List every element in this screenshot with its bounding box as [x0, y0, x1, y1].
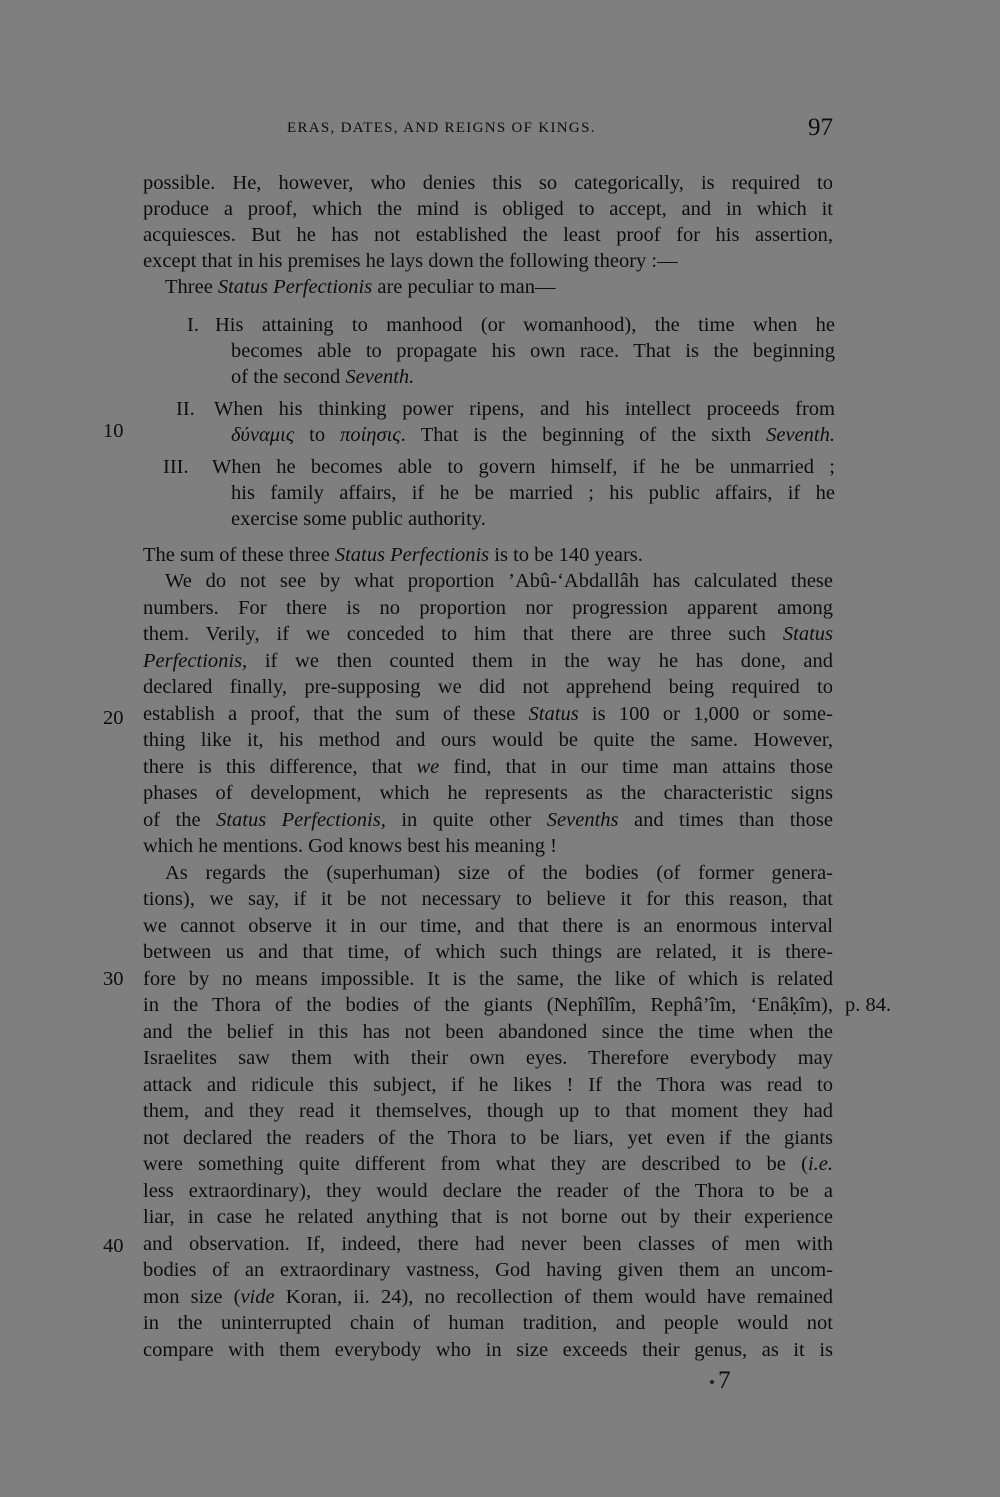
text-line: compare with them everybody who in size exceeds their genus, as it is — [143, 1339, 833, 1361]
enum-number: I. — [187, 314, 199, 336]
text-line: and observation. If, indeed, there had never been classes of men with — [143, 1233, 833, 1255]
text-line: declared finally, pre-supposing we did not apprehend being required to — [143, 676, 833, 698]
text-line: in the Thora of the bodies of the giants (Nephîlîm, Rephâ’îm, ‘Enâḳîm), — [143, 994, 833, 1016]
text-line: exercise some public authority. — [231, 508, 486, 530]
text-line: which he mentions. God knows best his meaning ! — [143, 835, 557, 857]
signature-mark: 7 — [718, 1367, 731, 1394]
text-line: Three Status Perfectionis are peculiar to man— — [165, 276, 556, 298]
enum-number: II. — [176, 398, 195, 420]
line-number: 20 — [103, 707, 124, 729]
running-head — [0, 114, 1000, 144]
text-line: numbers. For there is no proportion nor progression apparent among — [143, 597, 833, 619]
text-line: When he becomes able to govern himself, if he be unmarried ; — [212, 456, 835, 478]
text-line: his family affairs, if he be married ; his public affairs, if he — [231, 482, 835, 504]
text-line: produce a proof, which the mind is obliged to accept, and in which it — [143, 198, 833, 220]
text-line: there is this difference, that we find, that in our time man attains those — [143, 756, 833, 778]
text-line: phases of development, which he represents as the characteristic signs — [143, 782, 833, 804]
text-line: not declared the readers of the Thora to be liars, yet even if the giants — [143, 1127, 833, 1149]
text-line: in the uninterrupted chain of human tradition, and people would not — [143, 1312, 833, 1334]
margin-page-reference: p. 84. — [845, 994, 892, 1016]
text-line: bodies of an extraordinary vastness, God having given them an uncom- — [143, 1259, 833, 1281]
text-line: liar, in case he related anything that is not borne out by their experience — [143, 1206, 833, 1228]
text-line: we cannot observe it in our time, and that there is an enormous interval — [143, 915, 833, 937]
line-number: 10 — [103, 420, 124, 442]
text-line: Israelites saw them with their own eyes. Therefore everybody may — [143, 1047, 833, 1069]
text-line: less extraordinary), they would declare the reader of the Thora to be a — [143, 1180, 833, 1202]
text-line: δύναμις to ποίησις. That is the beginning of the sixth Seventh. — [231, 424, 835, 446]
text-line: acquiesces. But he has not established the least proof for his assertion, — [143, 224, 833, 246]
text-line: between us and that time, of which such things are related, it is there- — [143, 941, 833, 963]
text-line: becomes able to propagate his own race. That is the beginning — [231, 340, 835, 362]
text-line: fore by no means impossible. It is the same, the like of which is related — [143, 968, 833, 990]
running-title: ERAS, DATES, AND REIGNS OF KINGS. — [287, 120, 596, 136]
text-line: We do not see by what proportion ’Abû-‘Abdallâh has calculated these — [165, 570, 833, 592]
text-line: them. Verily, if we conceded to him that there are three such Status — [143, 623, 833, 645]
text-line: possible. He, however, who denies this so categorically, is required to — [143, 172, 833, 194]
text-line: When his thinking power ripens, and his intellect proceeds from — [214, 398, 835, 420]
page-number: 97 — [808, 114, 833, 141]
text-line: and the belief in this has not been abandoned since the time when the — [143, 1021, 833, 1043]
enum-number: III. — [163, 456, 189, 478]
text-line: tions), we say, if it be not necessary to believe it for this reason, that — [143, 888, 833, 910]
text-line: were something quite different from what they are described to be (i.e. — [143, 1153, 833, 1175]
text-line: Perfectionis, if we then counted them in the way he has done, and — [143, 650, 833, 672]
text-line: The sum of these three Status Perfectionis is to be 140 years. — [143, 544, 643, 566]
text-line: except that in his premises he lays down the following theory :— — [143, 250, 678, 272]
text-line: establish a proof, that the sum of these Status is 100 or 1,000 or some- — [143, 703, 833, 725]
text-line: of the Status Perfectionis, in quite other Sevenths and times than those — [143, 809, 833, 831]
text-line: of the second Seventh. — [231, 366, 415, 388]
text-line: As regards the (superhuman) size of the bodies (of former genera- — [165, 862, 833, 884]
text-line: mon size (vide Koran, ii. 24), no recollection of them would have remained — [143, 1286, 833, 1308]
text-line: them, and they read it themselves, though up to that moment they had — [143, 1100, 833, 1122]
line-number: 40 — [103, 1235, 124, 1257]
text-line: His attaining to manhood (or womanhood), the time when he — [215, 314, 835, 336]
text-line: attack and ridicule this subject, if he likes ! If the Thora was read to — [143, 1074, 833, 1096]
text-line: thing like it, his method and ours would be quite the same. However, — [143, 729, 833, 751]
line-number: 30 — [103, 968, 124, 990]
signature-dot — [710, 1380, 714, 1384]
